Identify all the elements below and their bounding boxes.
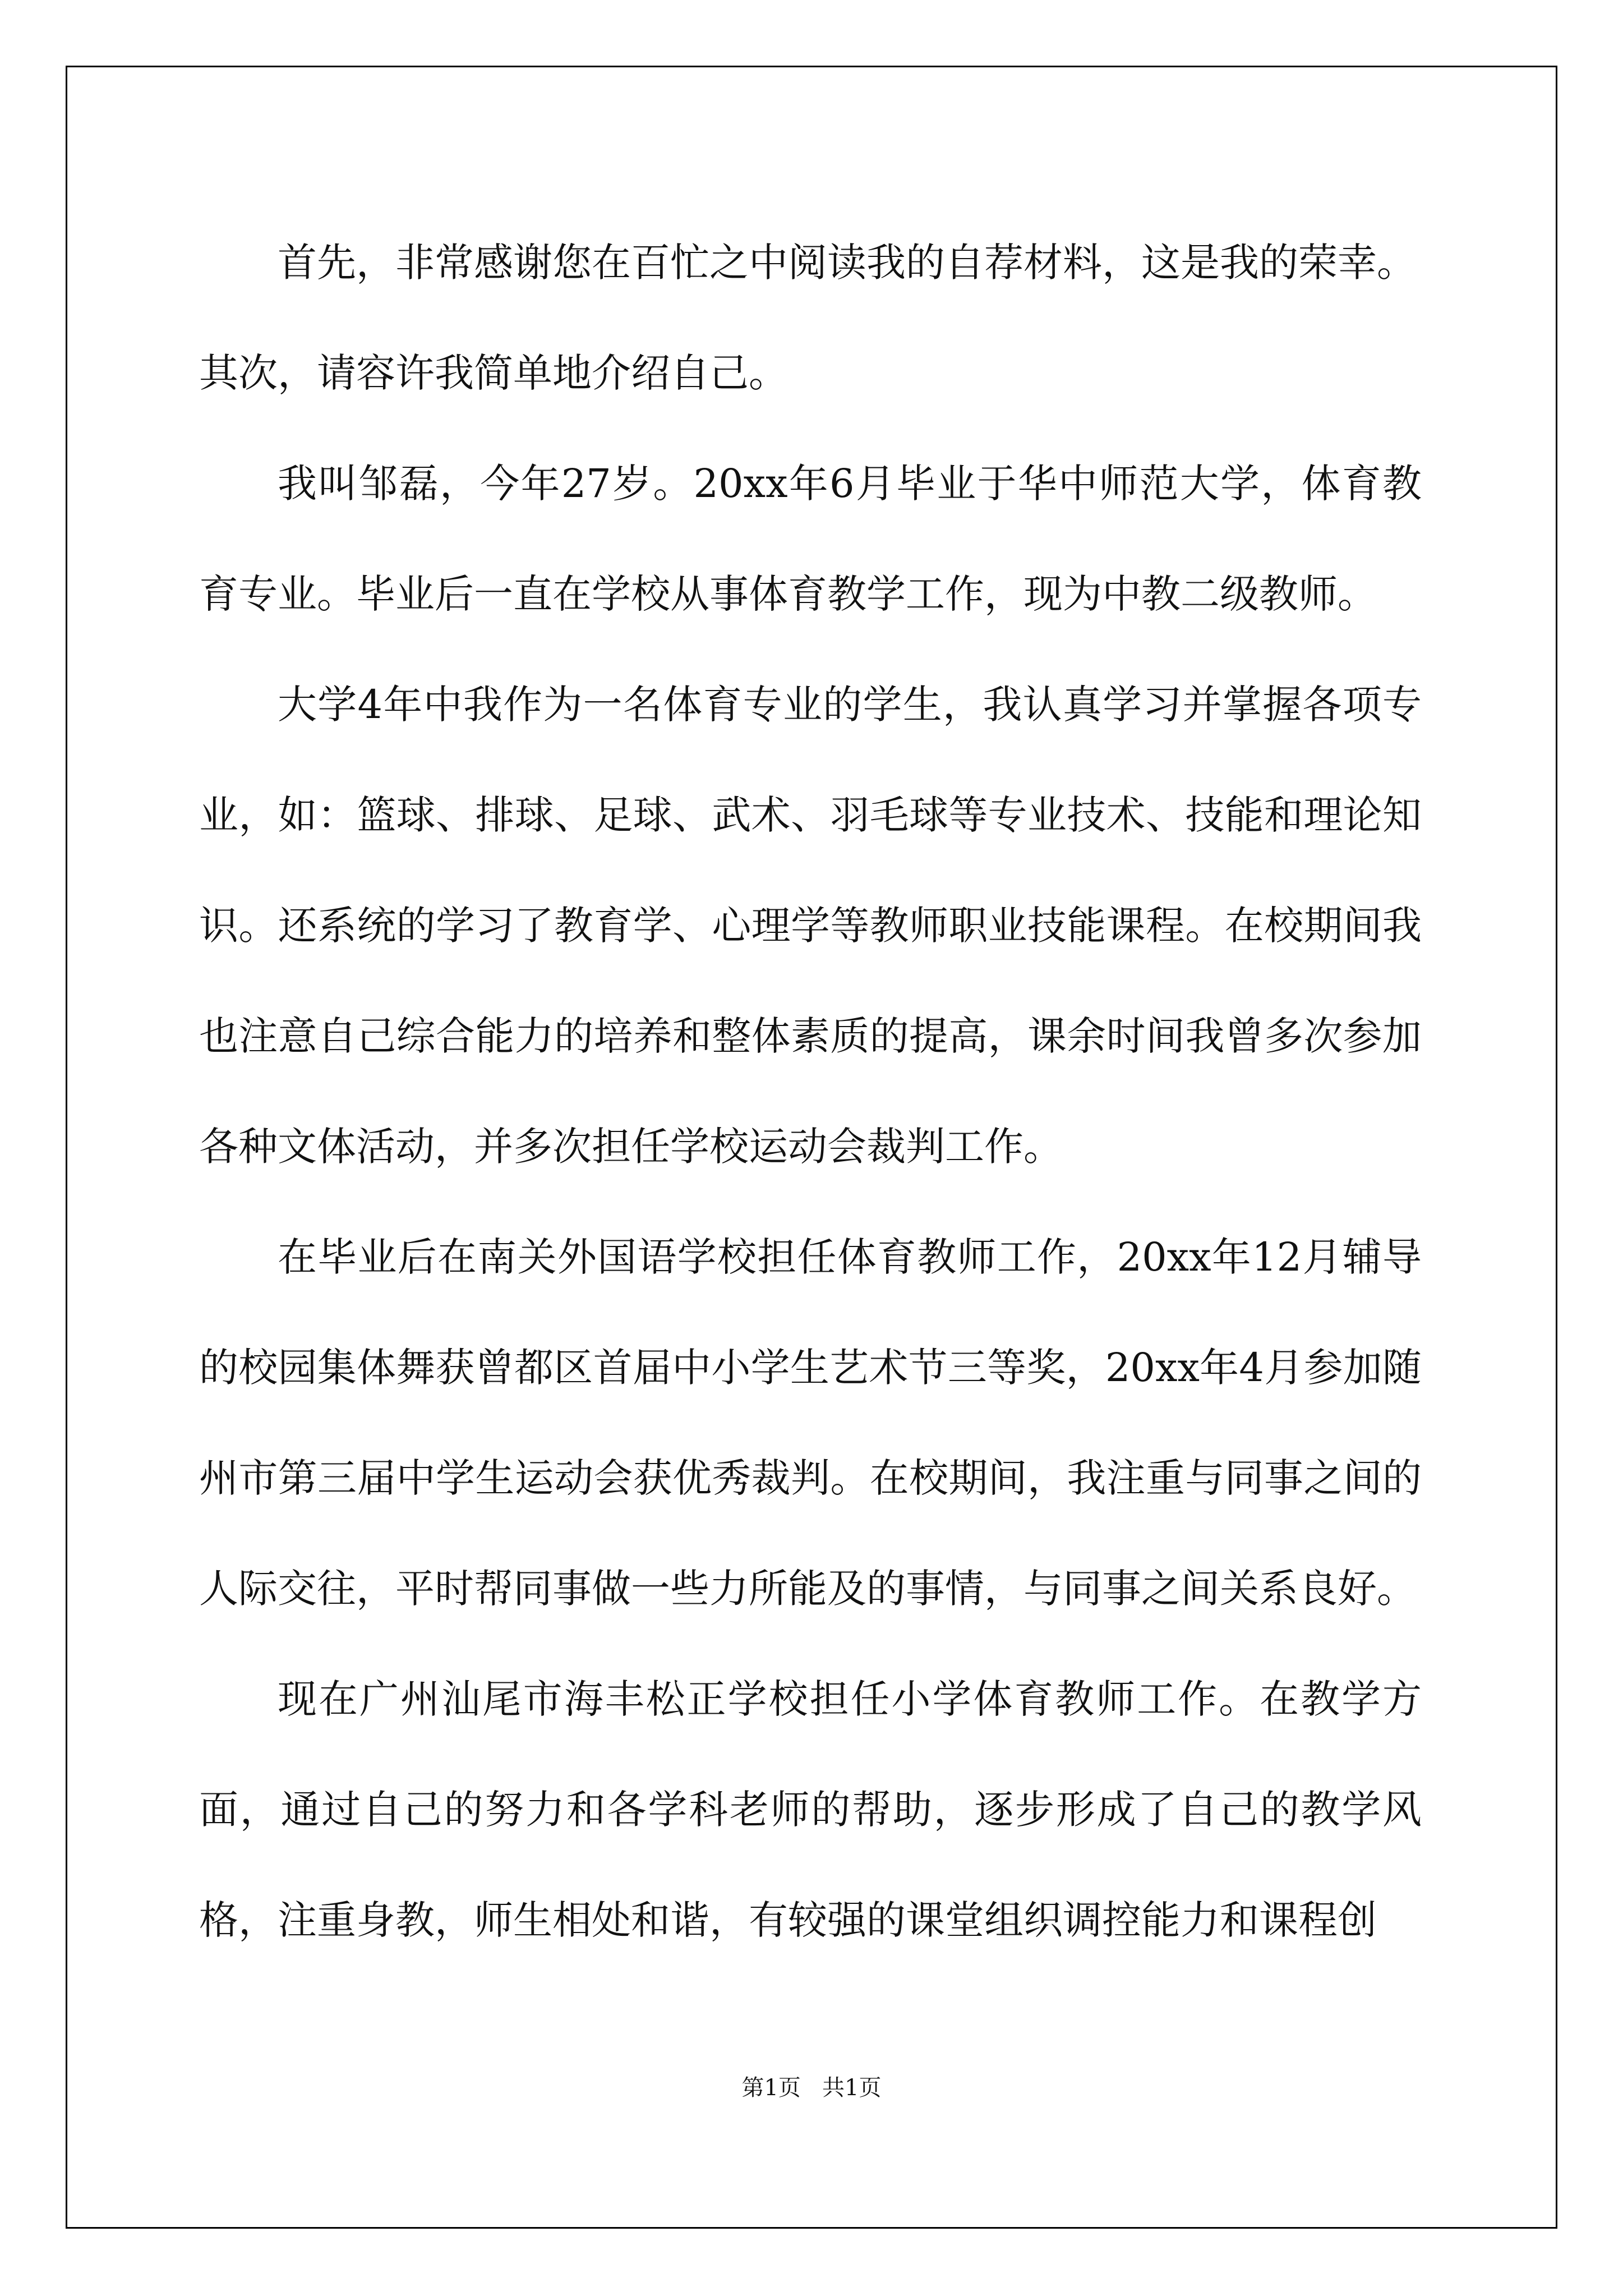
paragraph-previous-work: 在毕业后在南关外国语学校担任体育教师工作，20xx年12月辅导的校园集体舞获曾都区首届中小学生艺术节三等奖，20xx年4月参加随州市第三届中学生运动会获优秀裁判。在校期间，我注重与同事之间的人际交往，平时帮同事做一些力所能及的事情，与同事之间关系良好。 [199, 1234, 1422, 1612]
page-footer: 第1页 共1页 [741, 2075, 882, 2101]
paragraph-intro: 其次，请容许我简单地介绍自己。 [199, 350, 788, 396]
paragraph-personal-info: 我叫邹磊，今年27岁。20xx年6月毕业于华中师范大学，体育教育专业。毕业后一直在学校从事体育教学工作，现为中教二级教师。 [199, 461, 1422, 617]
document-body [199, 208, 1422, 1976]
paragraph-current-work: 现在广州汕尾市海丰松正学校担任小学体育教师工作。在教学方面，通过自己的努力和各学科老师的帮助，逐步形成了自己的教学风格，注重身教，师生相处和谐，有较强的课堂组织调控能力和课程创 [199, 1676, 1422, 1943]
paragraph-thanks: 首先，非常感谢您在百忙之中阅读我的自荐材料，这是我的荣幸。 [278, 240, 1416, 286]
paragraph-university: 大学4年中我作为一名体育专业的学生，我认真学习并掌握各项专业，如：篮球、排球、足球、武术、羽毛球等专业技术、技能和理论知识。还系统的学习了教育学、心理学等教师职业技能课程。在校期间我也注意自己综合能力的培养和整体素质的提高，课余时间我曾多次参加各种文体活动，并多次担任学校运动会裁判工作。 [199, 682, 1422, 1170]
